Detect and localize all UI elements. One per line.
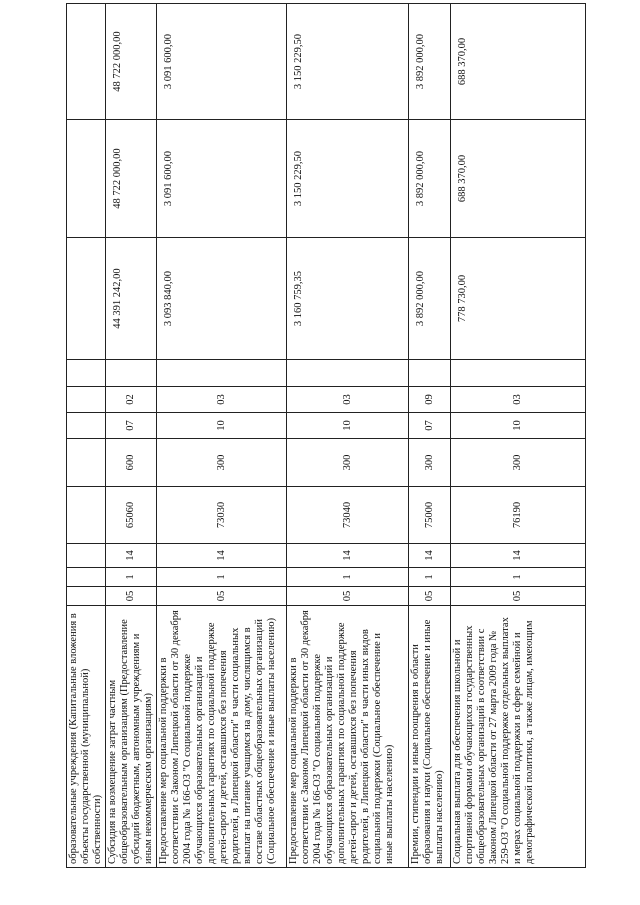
subprogram-code-cell: 1: [287, 568, 409, 587]
empty-code-cell: [67, 360, 106, 387]
amount-year2-cell: 3 091 600,00: [157, 120, 287, 238]
budget-table: [66, 3, 586, 868]
row-name-cell: образовательные учреждения (Капитальные вложения в объекты государственной (муниципальной) собственности): [67, 606, 106, 868]
amount-year2-cell: 3 892 000,00: [409, 120, 451, 238]
row-name-cell: Премии, стипендии и иные поощрения в области образования и науки (Социальное обеспечение и иные выплаты населению): [409, 606, 451, 868]
table-row: [451, 4, 586, 868]
target-article-cell: 65060: [106, 487, 157, 544]
program-code-cell: 05: [106, 587, 157, 606]
subprogram-code-cell: 1: [409, 568, 451, 587]
amount-year1-cell: 3 093 840,00: [157, 238, 287, 360]
table-row: [157, 4, 287, 868]
row-name-cell: Субсидия на возмещение затрат частным общеобразовательным организациям (Предоставление субсидий бюджетным, автономным учреждениям и иным некоммерческим организациям): [106, 606, 157, 868]
row-name-cell: Социальная выплата для обеспечения школьной и спортивной формами обучающихся государственных общеобразовательных организаций в соответствии с Законом Липецкой области от 27 марта 2009 года № 259-ОЗ "О социальной поддержке отдельных выплатах и мерах социальной поддержки в сфере семейной и демографической политики, а также лицам, имеющим: [451, 606, 586, 868]
amount-year3-cell: 688 370,00: [451, 4, 586, 120]
subsection-cell: 03: [157, 387, 287, 413]
empty-code-cell: [409, 360, 451, 387]
expense-type-cell: 300: [451, 439, 586, 487]
amount-year3-cell: 48 722 000,00: [106, 4, 157, 120]
target-article-cell: [67, 487, 106, 544]
program-code-cell: 05: [287, 587, 409, 606]
main-activity-code-cell: 14: [157, 544, 287, 568]
main-activity-code-cell: 14: [287, 544, 409, 568]
amount-year2-cell: 48 722 000,00: [106, 120, 157, 238]
section-cell: 07: [409, 413, 451, 439]
amount-year1-cell: 44 391 242,00: [106, 238, 157, 360]
budget-table-page: [66, 30, 571, 868]
section-cell: 10: [451, 413, 586, 439]
program-code-cell: 05: [157, 587, 287, 606]
subsection-cell: 09: [409, 387, 451, 413]
expense-type-cell: 600: [106, 439, 157, 487]
table-row: [409, 4, 451, 868]
program-code-cell: 05: [409, 587, 451, 606]
expense-type-cell: 300: [287, 439, 409, 487]
subprogram-code-cell: 1: [106, 568, 157, 587]
target-article-cell: 73040: [287, 487, 409, 544]
row-name-cell: Предоставление мер социальной поддержки в соответствии с Законом Липецкой области от 30 декабря 2004 года № 166-ОЗ "О социальной поддержке обучающихся образовательных организаций и дополнительных гарантиях по социальной поддержке детей-сирот и детей, оставшихся без попечения родителей, в Липецкой области" в части социальных выплат на питание учащимся на дому, числящимся в составе областных общеобразовательных организаций (Социальное обеспечение и иные выплаты населению): [157, 606, 287, 868]
subsection-cell: 03: [287, 387, 409, 413]
program-code-cell: [67, 587, 106, 606]
program-code-cell: 05: [451, 587, 586, 606]
table-row: [67, 4, 106, 868]
empty-code-cell: [287, 360, 409, 387]
subprogram-code-cell: [67, 568, 106, 587]
expense-type-cell: 300: [409, 439, 451, 487]
expense-type-cell: [67, 439, 106, 487]
amount-year2-cell: 3 150 229,50: [287, 120, 409, 238]
amount-year3-cell: 3 892 000,00: [409, 4, 451, 120]
main-activity-code-cell: 14: [409, 544, 451, 568]
amount-year2-cell: 688 370,00: [451, 120, 586, 238]
section-cell: 07: [106, 413, 157, 439]
expense-type-cell: 300: [157, 439, 287, 487]
main-activity-code-cell: 14: [451, 544, 586, 568]
amount-year1-cell: 3 892 000,00: [409, 238, 451, 360]
subprogram-code-cell: 1: [157, 568, 287, 587]
main-activity-code-cell: 14: [106, 544, 157, 568]
subprogram-code-cell: 1: [451, 568, 586, 587]
subsection-cell: 02: [106, 387, 157, 413]
subsection-cell: [67, 387, 106, 413]
amount-year3-cell: 3 150 229,50: [287, 4, 409, 120]
section-cell: 10: [157, 413, 287, 439]
amount-year1-cell: [67, 238, 106, 360]
amount-year1-cell: 778 730,00: [451, 238, 586, 360]
table-row: [287, 4, 409, 868]
row-name-cell: Предоставление мер социальной поддержки в соответствии с Законом Липецкой области от 30 декабря 2004 года № 166-ОЗ "О социальной поддержке обучающихся образовательных организаций и дополнительных гарантиях по социальной поддержке детей-сирот и детей, оставшихся без попечения родителей, в Липецкой области" в части иных видов социальной поддержки (Социальное обеспечение и иные выплаты населению): [287, 606, 409, 868]
subsection-cell: 03: [451, 387, 586, 413]
empty-code-cell: [157, 360, 287, 387]
empty-code-cell: [451, 360, 586, 387]
amount-year3-cell: [67, 4, 106, 120]
main-activity-code-cell: [67, 544, 106, 568]
section-cell: 10: [287, 413, 409, 439]
amount-year2-cell: [67, 120, 106, 238]
target-article-cell: 73030: [157, 487, 287, 544]
empty-code-cell: [106, 360, 157, 387]
target-article-cell: 76190: [451, 487, 586, 544]
target-article-cell: 75000: [409, 487, 451, 544]
section-cell: [67, 413, 106, 439]
amount-year3-cell: 3 091 600,00: [157, 4, 287, 120]
table-row: [106, 4, 157, 868]
amount-year1-cell: 3 160 759,35: [287, 238, 409, 360]
